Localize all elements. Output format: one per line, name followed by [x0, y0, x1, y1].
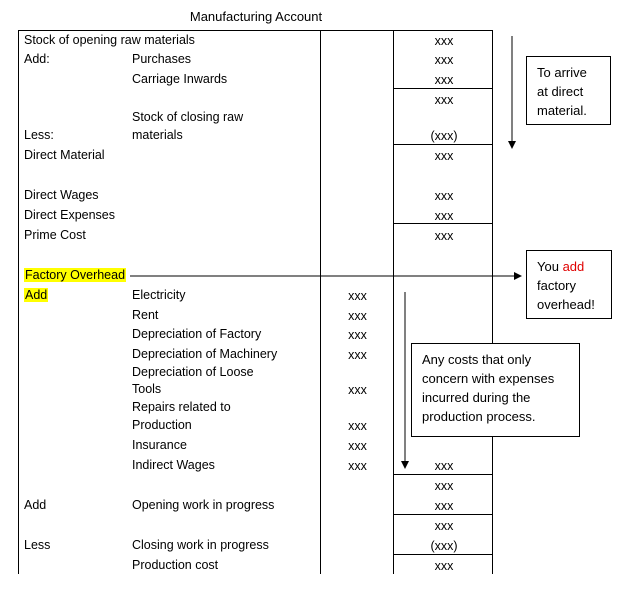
- amount-cell-negative: (xxx): [430, 539, 458, 553]
- note-line: To arrive: [537, 65, 587, 80]
- amount-cell: xxx: [434, 479, 454, 493]
- row-dep-tools-2: Tools: [132, 382, 162, 396]
- note-line: production process.: [422, 409, 536, 424]
- note-line: concern with expenses: [422, 371, 555, 386]
- amount-cell: xxx: [434, 93, 454, 107]
- note-direct-material: [526, 56, 611, 125]
- note-line: factory: [537, 278, 577, 293]
- row-repairs-2: Production: [132, 418, 192, 432]
- row-rent: Rent: [132, 308, 159, 322]
- row-closing-wip: Closing work in progress: [132, 538, 269, 552]
- row-dep-tools-1: Depreciation of Loose: [132, 365, 254, 379]
- note-overhead-costs: [411, 343, 580, 437]
- highlighted-label: Add: [25, 288, 48, 302]
- row-electricity: Electricity: [132, 288, 186, 302]
- amount-cell-negative: (xxx): [430, 129, 458, 143]
- row-opening-raw: Stock of opening raw materials: [24, 33, 195, 47]
- amount-cell: xxx: [348, 289, 367, 303]
- amount-cell: xxx: [434, 53, 454, 67]
- note-line: incurred during the: [422, 390, 531, 405]
- amount-cell: xxx: [434, 189, 454, 203]
- note-line: at direct: [537, 84, 584, 99]
- amount-cell: xxx: [348, 459, 367, 473]
- row-closing-raw-1: Stock of closing raw: [132, 110, 244, 124]
- amount-cell: xxx: [348, 419, 367, 433]
- row-opening-wip: Opening work in progress: [132, 498, 275, 512]
- amount-cell: xxx: [348, 309, 367, 323]
- row-direct-expenses: Direct Expenses: [24, 208, 116, 222]
- row-direct-material: Direct Material: [24, 148, 105, 162]
- amount-cell: xxx: [348, 348, 367, 362]
- row-carriage: Carriage Inwards: [132, 72, 228, 86]
- row-add-label: Add:: [24, 52, 50, 66]
- highlighted-label: Factory Overhead: [25, 268, 126, 282]
- row-production-cost: Production cost: [132, 558, 219, 572]
- amount-cell: xxx: [434, 34, 454, 48]
- amount-cell: xxx: [348, 383, 367, 397]
- amount-cell: xxx: [434, 73, 454, 87]
- note-line: material.: [537, 103, 587, 118]
- row-add-wip-label: Add: [24, 498, 47, 512]
- note-line: Any costs that only: [422, 352, 532, 367]
- amount-cell: xxx: [348, 439, 367, 453]
- row-repairs-1: Repairs related to: [132, 400, 231, 414]
- amount-cell: xxx: [434, 519, 454, 533]
- row-less-wip-label: Less: [24, 538, 51, 552]
- row-prime-cost: Prime Cost: [24, 228, 86, 242]
- row-less-label: Less:: [24, 128, 54, 142]
- page-title: Manufacturing Account: [189, 9, 323, 24]
- row-indirect-wages: Indirect Wages: [132, 458, 215, 472]
- amount-cell: xxx: [434, 459, 454, 473]
- row-dep-machinery: Depreciation of Machinery: [132, 347, 278, 361]
- row-purchases: Purchases: [132, 52, 192, 66]
- row-direct-wages: Direct Wages: [24, 188, 99, 202]
- row-closing-raw-2: materials: [132, 128, 183, 142]
- row-insurance: Insurance: [132, 438, 187, 452]
- amount-cell: xxx: [434, 559, 454, 573]
- amount-cell: xxx: [434, 499, 454, 513]
- amount-cell: xxx: [434, 149, 454, 163]
- row-dep-factory: Depreciation of Factory: [132, 327, 262, 341]
- note-text: You: [537, 259, 563, 274]
- note-line: [537, 257, 601, 276]
- emphasis-text: add: [562, 259, 585, 274]
- amount-cell: xxx: [434, 209, 454, 223]
- note-line: overhead!: [537, 297, 595, 312]
- note-factory-overhead: [526, 250, 612, 319]
- amount-cell: xxx: [348, 328, 367, 342]
- amount-cell: xxx: [434, 229, 454, 243]
